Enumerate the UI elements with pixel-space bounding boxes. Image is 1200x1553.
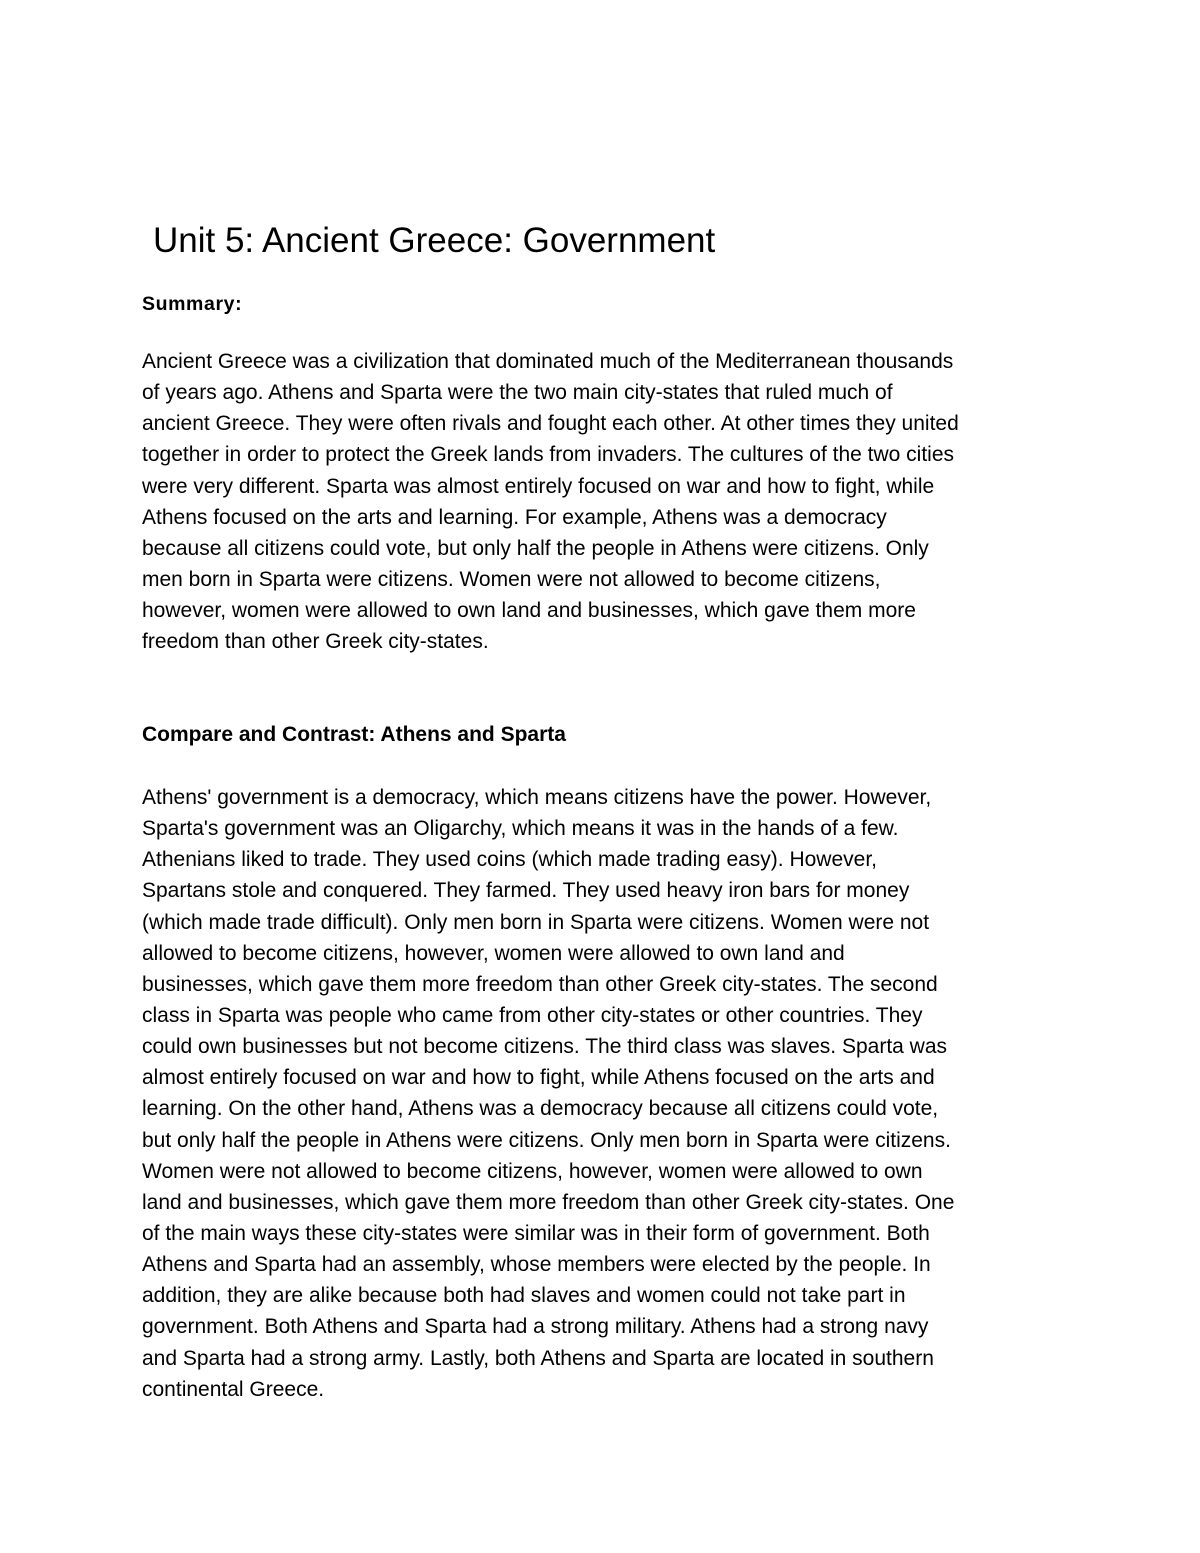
text-line: land and businesses, which gave them more freedom than other Greek city-states. One	[142, 1190, 955, 1214]
text-line: ancient Greece. They were often rivals and fought each other. At other times they united	[142, 412, 959, 436]
text-line: Ancient Greece was a civilization that dominated much of the Mediterranean thousands	[142, 350, 954, 373]
section-heading: Compare and Contrast: Athens and Sparta	[142, 723, 566, 746]
text-line: almost entirely focused on war and how to fight, while Athens focused on the arts and	[142, 1066, 935, 1090]
text-line: and Sparta had a strong army. Lastly, both Athens and Sparta are located in southern	[142, 1346, 934, 1370]
text-line: could own businesses but not become citizens. The third class was slaves. Sparta was	[142, 1035, 948, 1059]
text-line: Athens' government is a democracy, which means citizens have the power. However,	[142, 786, 932, 809]
text-line: Athenians liked to trade. They used coins (which made trading easy). However,	[142, 848, 877, 872]
text-line: however, women were allowed to own land and businesses, which gave them more	[142, 599, 916, 623]
text-line: Spartans stole and conquered. They farmed. They used heavy iron bars for money	[142, 879, 910, 903]
text-line: addition, they are alike because both had slaves and women could not take part in	[142, 1284, 906, 1308]
text-line: continental Greece.	[142, 1377, 325, 1401]
text-line: government. Both Athens and Sparta had a strong military. Athens had a strong navy	[142, 1315, 929, 1339]
text-line: of the main ways these city-states were similar was in their form of government. Both	[142, 1221, 930, 1245]
text-line: together in order to protect the Greek lands from invaders. The cultures of the two cities	[142, 443, 955, 467]
text-line: Sparta's government was an Oligarchy, which means it was in the hands of a few.	[142, 817, 899, 841]
text-line: (which made trade difficult). Only men born in Sparta were citizens. Women were not	[142, 910, 930, 934]
text-line: freedom than other Greek city-states.	[142, 630, 489, 654]
text-line: men born in Sparta were citizens. Women were not allowed to become citizens,	[142, 567, 881, 591]
text-line: Athens and Sparta had an assembly, whose members were elected by the people. In	[142, 1253, 931, 1277]
text-line: class in Sparta was people who came from other city-states or other countries. They	[142, 1003, 923, 1027]
text-line: businesses, which gave them more freedom than other Greek city-states. The second	[142, 972, 938, 996]
document-title: Unit 5: Ancient Greece: Government	[153, 221, 716, 260]
text-line: Athens focused on the arts and learning. For example, Athens was a democracy	[142, 505, 887, 529]
text-line: of years ago. Athens and Sparta were the two main city-states that ruled much of	[142, 381, 893, 405]
text-line: were very different. Sparta was almost entirely focused on war and how to fight, while	[142, 474, 935, 498]
text-line: allowed to become citizens, however, women were allowed to own land and	[142, 941, 845, 965]
text-line: but only half the people in Athens were citizens. Only men born in Sparta were citizens.	[142, 1128, 951, 1152]
summary-paragraph	[142, 346, 959, 657]
text-line: Women were not allowed to become citizens, however, women were allowed to own	[142, 1159, 923, 1183]
summary-label: Summary:	[142, 293, 243, 315]
text-line: because all citizens could vote, but only half the people in Athens were citizens. Only	[142, 536, 929, 560]
text-line: learning. On the other hand, Athens was a democracy because all citizens could vote,	[142, 1097, 939, 1121]
compare-paragraph	[142, 782, 954, 1405]
